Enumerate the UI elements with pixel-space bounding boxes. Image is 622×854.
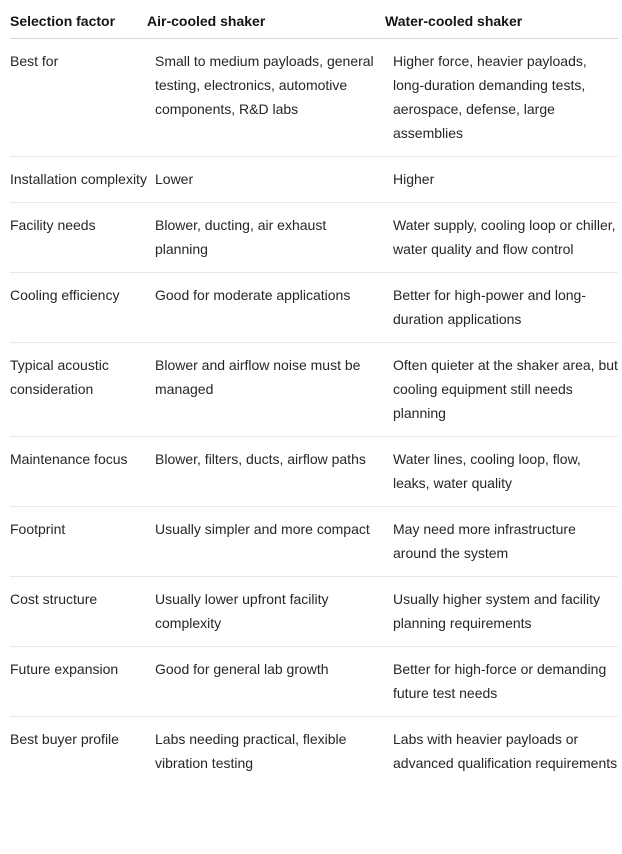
row-air-cooled: Good for general lab growth: [147, 647, 384, 717]
row-factor: Future expansion: [10, 647, 147, 717]
header-water-cooled: Water-cooled shaker: [384, 0, 618, 39]
row-water-cooled: Better for high-force or demanding future test needs: [384, 647, 618, 717]
table-row: [10, 39, 618, 157]
row-factor: Installation complexity: [10, 157, 147, 203]
row-water-cooled: Often quieter at the shaker area, but cooling equipment still needs planning: [384, 343, 618, 437]
row-air-cooled: Lower: [147, 157, 384, 203]
comparison-table: [10, 0, 618, 786]
row-water-cooled: Better for high-power and long-duration applications: [384, 273, 618, 343]
row-factor: Typical acoustic consideration: [10, 343, 147, 437]
table-row: [10, 437, 618, 507]
row-air-cooled: Blower, ducting, air exhaust planning: [147, 203, 384, 273]
row-air-cooled: Blower, filters, ducts, airflow paths: [147, 437, 384, 507]
table-row: [10, 507, 618, 577]
row-factor: Cost structure: [10, 577, 147, 647]
row-factor: Maintenance focus: [10, 437, 147, 507]
row-air-cooled: Blower and airflow noise must be managed: [147, 343, 384, 437]
header-selection-factor: Selection factor: [10, 0, 147, 39]
table-header: [10, 0, 618, 39]
row-water-cooled: Labs with heavier payloads or advanced qualification requirements: [393, 731, 618, 771]
table-row: [10, 157, 618, 203]
table-body: [10, 39, 618, 787]
row-air-cooled: Labs needing practical, flexible vibration testing: [155, 731, 347, 771]
row-water-cooled: Higher: [384, 157, 618, 203]
row-water-cooled: Water supply, cooling loop or chiller, water quality and flow control: [384, 203, 618, 273]
row-air-cooled: Usually simpler and more compact: [147, 507, 384, 577]
header-air-cooled: Air-cooled shaker: [147, 0, 384, 39]
row-air-cooled: Usually lower upfront facility complexity: [147, 577, 384, 647]
row-water-cooled: Water lines, cooling loop, flow, leaks, water quality: [384, 437, 618, 507]
table-row: [10, 577, 618, 647]
row-factor: Best for: [10, 39, 147, 157]
table-row: [10, 343, 618, 437]
row-air-cooled: Good for moderate applications: [147, 273, 384, 343]
header-row: [10, 0, 618, 39]
row-factor: Facility needs: [10, 203, 147, 273]
row-water-cooled: Higher force, heavier payloads, long-duration demanding tests, aerospace, defense, large assemblies: [384, 39, 618, 157]
table-row: [10, 203, 618, 273]
row-water-cooled: Usually higher system and facility planning requirements: [384, 577, 618, 647]
row-factor: Cooling efficiency: [10, 273, 147, 343]
row-air-cooled: Small to medium payloads, general testing, electronics, automotive components, R&D labs: [147, 39, 384, 157]
row-factor: Footprint: [10, 507, 147, 577]
row-factor: Best buyer profile: [10, 731, 119, 747]
row-water-cooled: May need more infrastructure around the system: [384, 507, 618, 577]
table-row: [10, 273, 618, 343]
table-row: [10, 717, 618, 787]
table-row: [10, 647, 618, 717]
